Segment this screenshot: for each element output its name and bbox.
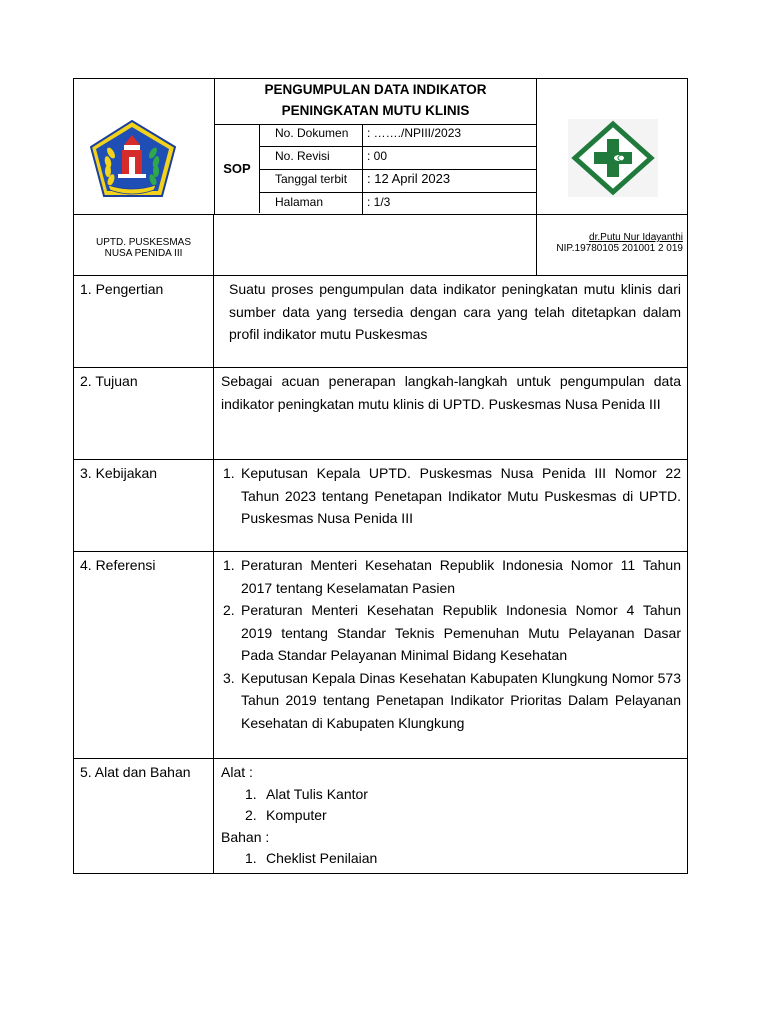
klungkung-regency-crest-icon <box>74 79 214 214</box>
list-number: 1. <box>223 557 235 573</box>
info-key: No. Dokumen <box>260 124 363 146</box>
section-label: 4. Referensi <box>74 552 214 758</box>
list-item <box>221 667 681 735</box>
list-text: Alat Tulis Kantor <box>266 785 368 802</box>
list-text: Keputusan Kepala Dinas Kesehatan Kabupaten Klungkung Nomor 573 Tahun 2019 tentang Penetapan Indikator Prioritas Dalam Pelayanan Kesehatan di Kabupaten Klungkung <box>241 669 681 731</box>
section-text: Suatu proses pengumpulan data indikator peningkatan mutu klinis dari sumber data yang tersedia dengan cara yang telah ditetapkan dalam profil indikator mutu Puskesmas <box>229 281 681 342</box>
institution-line-2: NUSA PENIDA III <box>104 248 183 259</box>
section-label: 2. Tujuan <box>74 368 214 459</box>
info-key: Tanggal terbit <box>260 170 363 192</box>
signer-nip: NIP.19780105 201001 2 019 <box>556 243 683 254</box>
sop-info-block <box>215 124 536 214</box>
section-kebijakan <box>74 460 687 552</box>
list-text: Cheklist Penilaian <box>266 850 378 866</box>
list-item <box>221 554 681 599</box>
list-text: Peraturan Menteri Kesehatan Republik Indonesia Nomor 4 Tahun 2019 tentang Standar Teknis Pemenuhan Mutu Pelayanan Dasar Pada Standar Pelayanan Minimal Bidang Kesehatan <box>241 602 681 663</box>
list-item <box>221 805 681 827</box>
list-item <box>221 599 681 667</box>
info-row-no-revisi <box>260 147 536 170</box>
list-item <box>221 848 681 870</box>
header-middle <box>215 79 537 214</box>
list-number: 2. <box>223 602 235 618</box>
signer-block <box>537 215 687 275</box>
document-title <box>215 79 536 125</box>
list-text: Keputusan Kepala UPTD. Puskesmas Nusa Penida III Nomor 22 Tahun 2023 tentang Penetapan Indikator Mutu Puskesmas di UPTD. Puskesmas Nusa Penida III <box>241 465 681 526</box>
document-info-grid <box>260 124 536 213</box>
list-text: Peraturan Menteri Kesehatan Republik Indonesia Nomor 11 Tahun 2017 tentang Keselamatan Pasien <box>241 557 681 596</box>
signature-space <box>215 215 537 275</box>
info-row-no-dokumen <box>260 124 536 147</box>
list-number: 1. <box>245 785 257 802</box>
list-number: 2. <box>245 807 257 823</box>
title-line-2: PENINGKATAN MUTU KLINIS <box>281 103 470 118</box>
section-pengertian <box>74 276 687 368</box>
info-row-tanggal-terbit <box>260 170 536 193</box>
list-number: 1. <box>223 465 235 481</box>
list-text: Komputer <box>266 807 327 823</box>
section-body <box>215 460 687 530</box>
info-value: : 12 April 2023 <box>367 171 451 186</box>
sop-document <box>73 78 688 874</box>
section-tujuan <box>74 368 687 460</box>
alat-list <box>221 784 681 827</box>
sop-header <box>74 79 687 215</box>
section-body <box>215 552 687 734</box>
info-row-halaman <box>260 193 536 215</box>
bahan-list <box>221 848 681 870</box>
signer-name: dr.Putu Nur Idayanthi <box>589 232 683 243</box>
list-number: 1. <box>245 850 257 866</box>
institution-name <box>74 215 214 275</box>
list-item <box>221 784 681 806</box>
sop-label: SOP <box>215 124 260 213</box>
section-alat-bahan <box>74 759 687 873</box>
left-logo-cell <box>74 79 215 214</box>
section-label: 3. Kebijakan <box>74 460 214 551</box>
section-body <box>215 759 687 870</box>
info-key: No. Revisi <box>260 147 363 169</box>
referensi-list <box>221 554 681 734</box>
info-key: Halaman <box>260 193 363 215</box>
right-logo-cell <box>537 79 687 214</box>
title-line-1: PENGUMPULAN DATA INDIKATOR <box>264 82 487 97</box>
list-number: 3. <box>223 669 235 686</box>
bahan-heading: Bahan : <box>221 828 270 845</box>
kebijakan-list <box>221 462 681 530</box>
info-value: : ……./NPIII/2023 <box>367 126 462 140</box>
section-referensi <box>74 552 687 759</box>
info-value: : 00 <box>367 149 388 163</box>
institution-line-1: UPTD. PUSKESMAS <box>95 237 192 248</box>
list-item <box>221 462 681 530</box>
puskesmas-cross-logo-icon <box>537 79 688 214</box>
alat-heading: Alat : <box>221 764 253 780</box>
section-label: 1. Pengertian <box>74 276 214 367</box>
section-text: Sebagai acuan penerapan langkah-langkah untuk pengumpulan data indikator peningkatan mutu klinis di UPTD. Puskesmas Nusa Penida III <box>221 373 681 412</box>
section-label: 5. Alat dan Bahan <box>74 759 214 873</box>
signature-row <box>74 215 687 276</box>
info-value: : 1/3 <box>367 195 391 209</box>
